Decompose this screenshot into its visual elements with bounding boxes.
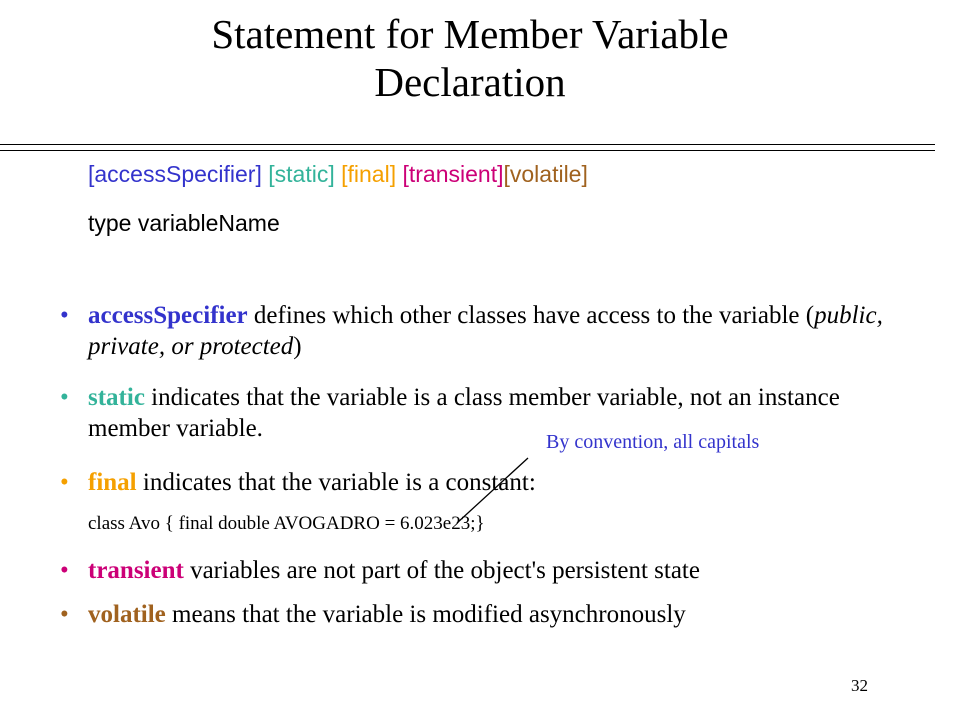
bullet-dot-icon: •: [60, 384, 69, 411]
syntax-transient: [transient]: [402, 161, 504, 187]
bullet-body-end: ): [293, 333, 302, 360]
syntax-line-2: type variableName: [88, 210, 280, 236]
title-line-2: Declaration: [374, 59, 566, 105]
keyword-access-specifier: accessSpecifier: [88, 302, 248, 329]
syntax-final: [final]: [341, 161, 397, 187]
bullet-body: defines which other classes have access to the variable (: [247, 302, 815, 329]
bullet-dot-icon: •: [60, 601, 69, 628]
page-number: 32: [851, 676, 868, 695]
syntax-static: [static]: [268, 161, 335, 187]
syntax-volatile: [volatile]: [503, 161, 588, 187]
syntax-access-specifier: [accessSpecifier]: [88, 161, 262, 187]
bullet-body: indicates that the variable is a class member variable, not an instance member variable.: [88, 384, 840, 442]
bullet-body: indicates that the variable is a constant:: [136, 469, 536, 496]
access-levels: public, private, or protected: [88, 302, 883, 360]
bullet-dot-icon: •: [60, 469, 69, 496]
convention-annotation: By convention, all capitals: [546, 431, 760, 453]
code-example: class Avo { final double AVOGADRO = 6.023e23;}: [88, 513, 485, 534]
keyword-final: final: [88, 469, 137, 496]
pointer-line: [457, 458, 528, 523]
bullet-body: means that the variable is modified asynchronously: [165, 601, 686, 628]
bullet-dot-icon: •: [60, 302, 69, 329]
keyword-static: static: [88, 384, 145, 411]
bullet-body: variables are not part of the object's persistent state: [183, 557, 700, 584]
keyword-volatile: volatile: [88, 601, 166, 628]
title-line-1: Statement for Member Variable: [211, 11, 729, 57]
keyword-transient: transient: [88, 557, 184, 584]
bullet-dot-icon: •: [60, 557, 69, 584]
